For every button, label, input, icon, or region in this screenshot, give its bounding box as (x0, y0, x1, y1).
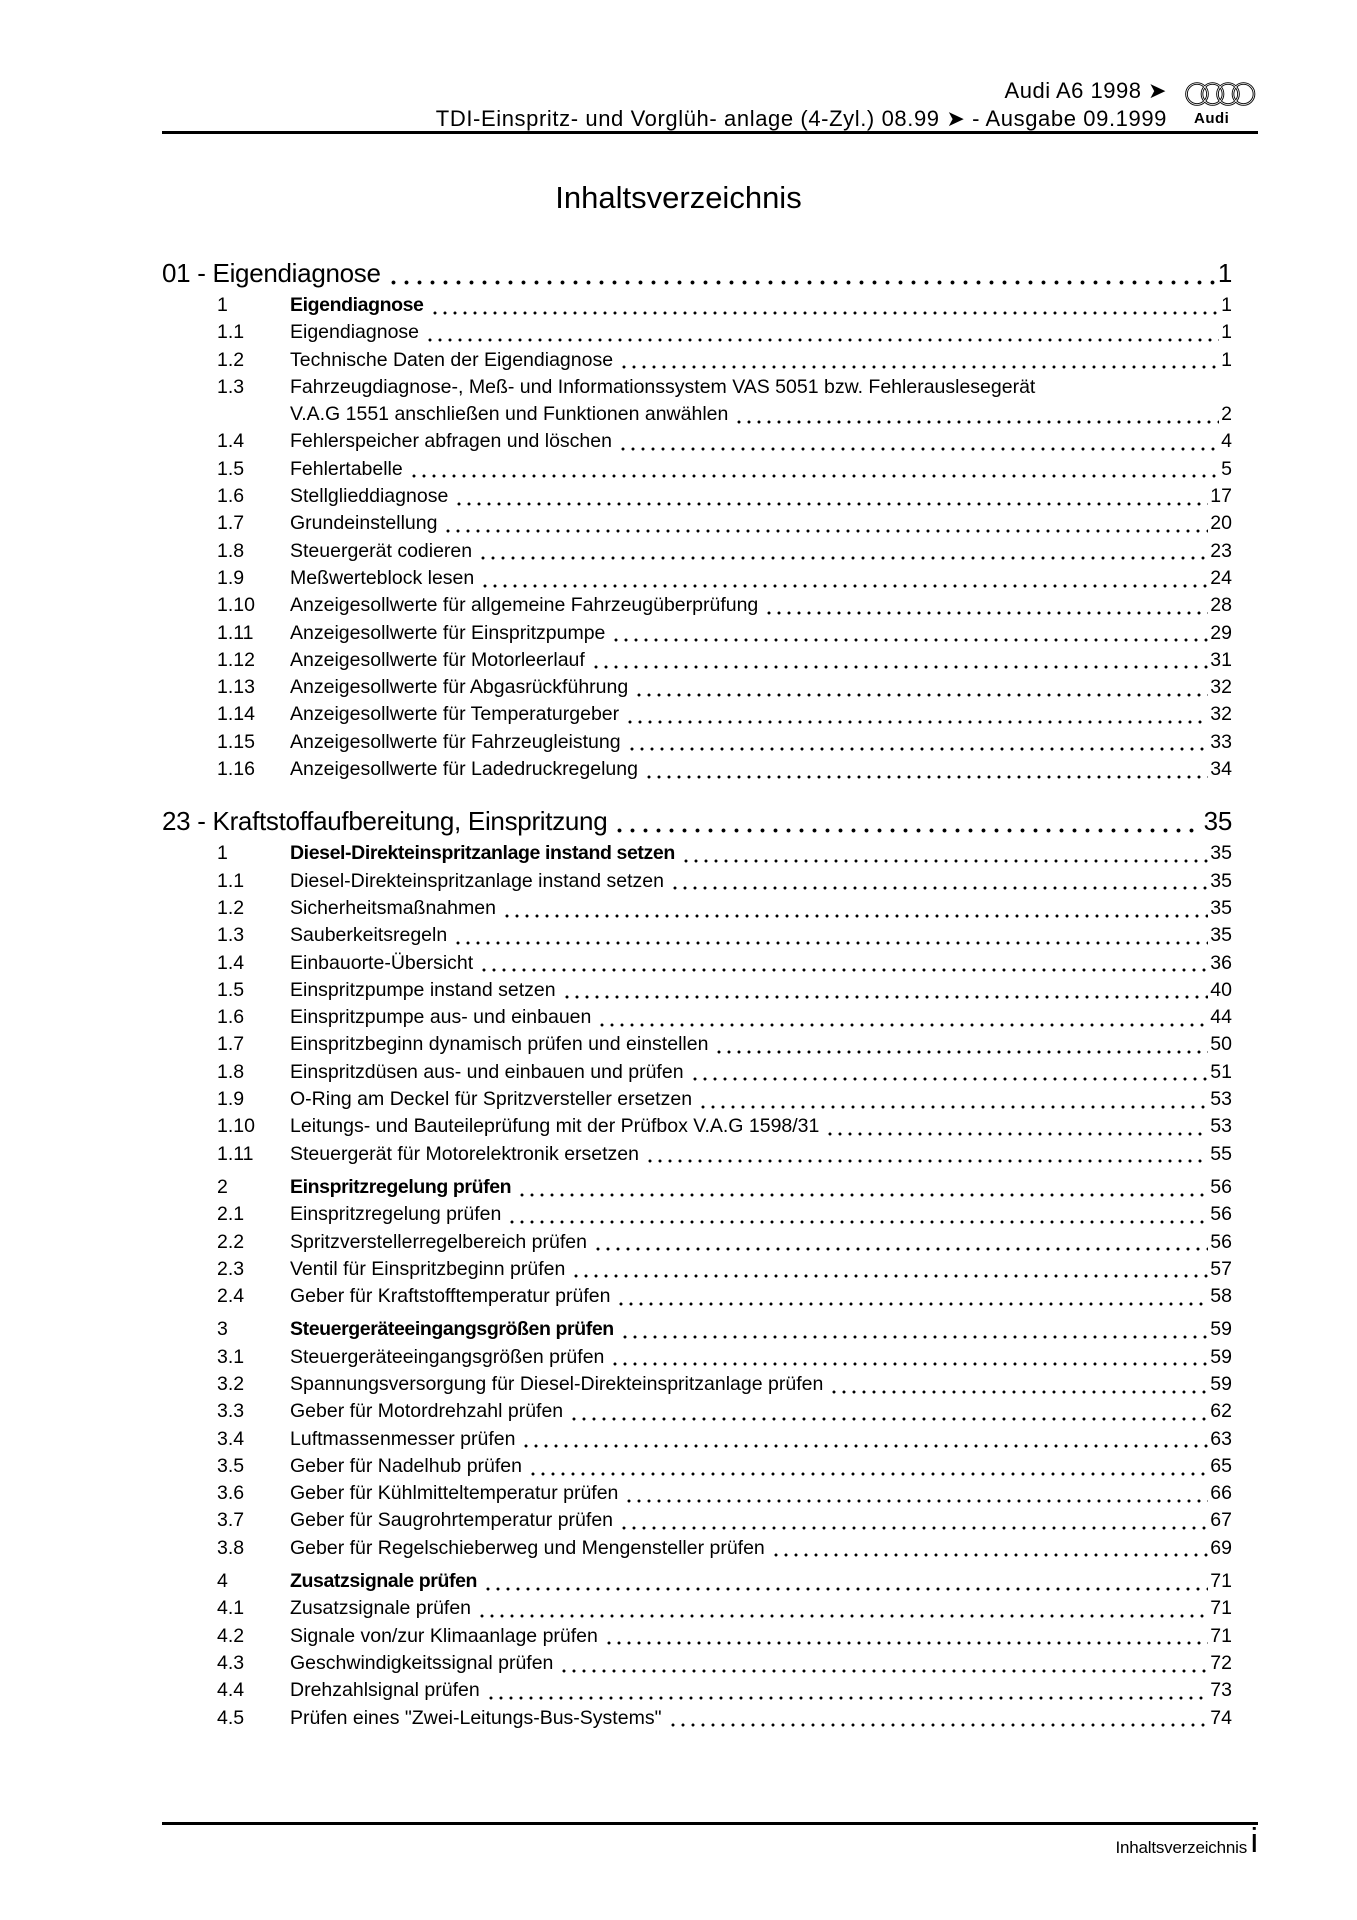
toc-entry[interactable] (162, 1141, 1232, 1168)
dot-leader (644, 756, 1208, 783)
entry-number: 3 (217, 1318, 228, 1341)
toc-entry[interactable] (162, 347, 1232, 374)
entry-title: Steuergerät für Motorelektronik ersetzen (290, 1142, 640, 1165)
entry-number: 1.16 (217, 758, 255, 781)
entry-page: 31 (1210, 648, 1232, 671)
entry-number: 1.5 (217, 457, 245, 480)
dot-leader (764, 592, 1208, 619)
entry-number: 1.4 (217, 430, 245, 453)
entry-page: 40 (1210, 978, 1232, 1001)
entry-title: Prüfen eines "Zwei-Leitungs-Bus-Systems" (290, 1706, 662, 1729)
chapter-heading[interactable] (162, 803, 1232, 840)
toc-entry[interactable] (162, 1398, 1232, 1425)
chapter-spacer (162, 783, 1232, 803)
entry-number: 1.4 (217, 951, 245, 974)
toc-entry[interactable] (162, 510, 1232, 537)
entry-page: 71 (1210, 1624, 1232, 1647)
entry-number: 1.7 (217, 1033, 245, 1056)
entry-page: 28 (1210, 594, 1232, 617)
dot-leader (430, 292, 1220, 319)
dot-leader (618, 428, 1219, 455)
entry-title: O-Ring am Deckel für Spritzversteller ersetzen (290, 1088, 693, 1111)
toc-entry[interactable] (162, 456, 1232, 483)
entry-number: 1.14 (217, 703, 255, 726)
dot-leader (453, 922, 1208, 949)
toc-entry[interactable] (162, 922, 1232, 949)
entry-title: Geber für Saugrohrtemperatur prüfen (290, 1509, 614, 1532)
entry-title: Eigendiagnose (290, 294, 424, 316)
dot-leader (507, 1201, 1208, 1228)
dot-leader (645, 1141, 1208, 1168)
dot-leader (425, 319, 1219, 346)
dot-leader (409, 456, 1219, 483)
dot-leader (486, 1677, 1209, 1704)
chapter-page: 35 (1203, 806, 1232, 837)
toc-entry[interactable] (162, 1568, 1232, 1595)
entry-title: Meßwerteblock lesen (290, 566, 475, 589)
entry-number: 3.1 (217, 1345, 245, 1368)
entry-number: 3.8 (217, 1536, 245, 1559)
entry-title: Geber für Kraftstofftemperatur prüfen (290, 1285, 611, 1308)
page-title: Inhaltsverzeichnis (555, 180, 802, 215)
entry-page: 35 (1210, 896, 1232, 919)
entry-title: Anzeigesollwerte für Motorleerlauf (290, 648, 585, 671)
entry-page: 71 (1210, 1570, 1232, 1593)
entry-title: Technische Daten der Eigendiagnose (290, 348, 614, 371)
entry-page: 51 (1210, 1060, 1232, 1083)
entry-title: Eigendiagnose (290, 321, 420, 344)
entry-page: 23 (1210, 539, 1232, 562)
entry-title: Diesel-Direkteinspritzanlage instand setzen (290, 869, 664, 892)
entry-line-1 (290, 374, 1232, 401)
entry-number: 4.4 (217, 1679, 245, 1702)
entry-page: 4 (1221, 430, 1232, 453)
toc-entry[interactable] (162, 1113, 1232, 1140)
entry-number: 1.15 (217, 730, 255, 753)
entry-number: 1.1 (217, 869, 245, 892)
entry-number: 1.1 (217, 321, 245, 344)
entry-title: Geber für Regelschieberweg und Mengensteller prüfen (290, 1536, 765, 1559)
toc-entry[interactable] (162, 1650, 1232, 1677)
toc-entry[interactable] (162, 756, 1232, 783)
entry-number: 3.3 (217, 1400, 245, 1423)
dot-leader (634, 674, 1208, 701)
dot-leader (502, 895, 1208, 922)
toc-entry[interactable] (162, 1201, 1232, 1228)
entry-number: 1.12 (217, 648, 255, 671)
dot-leader (597, 1004, 1208, 1031)
entry-page: 36 (1210, 951, 1232, 974)
dot-leader (616, 1283, 1208, 1310)
toc-entry[interactable] (162, 977, 1232, 1004)
dot-leader (829, 1371, 1208, 1398)
entry-number: 3.6 (217, 1482, 245, 1505)
entry-title: Fehlerspeicher abfragen und löschen (290, 430, 612, 453)
toc-entry[interactable] (162, 1595, 1232, 1622)
dot-leader (714, 1031, 1208, 1058)
dot-leader (624, 1480, 1208, 1507)
entry-title: Zusatzsignale prüfen (290, 1570, 478, 1593)
dot-leader (825, 1113, 1208, 1140)
entry-title: Einspritzregelung prüfen (290, 1175, 512, 1198)
entry-page: 5 (1221, 457, 1232, 480)
dot-leader (478, 538, 1208, 565)
entry-page: 66 (1210, 1482, 1232, 1505)
toc-entry[interactable] (162, 1535, 1232, 1562)
entry-title: Anzeigesollwerte für Temperaturgeber (290, 703, 620, 726)
entry-number: 1.3 (217, 375, 245, 398)
entry-number: 4.3 (217, 1651, 245, 1674)
entry-number: 3.7 (217, 1509, 245, 1532)
entry-number: 1.9 (217, 1088, 245, 1111)
toc-entry[interactable] (162, 1059, 1232, 1086)
dot-leader (571, 1256, 1208, 1283)
entry-page: 50 (1210, 1033, 1232, 1056)
entry-title: Grundeinstellung (290, 512, 438, 535)
dot-leader (443, 510, 1208, 537)
footer-rule (162, 1822, 1258, 1825)
toc-entry[interactable] (162, 620, 1232, 647)
dot-leader (387, 255, 1216, 292)
dot-leader (562, 977, 1209, 1004)
entry-title: Signale von/zur Klimaanlage prüfen (290, 1624, 598, 1647)
dot-leader (591, 647, 1208, 674)
toc-entry[interactable] (162, 701, 1232, 728)
dot-leader (698, 1086, 1208, 1113)
chapter-title: 01 - Eigendiagnose (162, 258, 381, 288)
entry-number: 1.6 (217, 1006, 245, 1029)
entry-page: 72 (1210, 1651, 1232, 1674)
dot-leader (619, 1507, 1208, 1534)
toc-entry[interactable] (162, 1256, 1232, 1283)
entry-number: 2.2 (217, 1230, 245, 1253)
dot-leader (619, 347, 1219, 374)
entry-page: 55 (1210, 1142, 1232, 1165)
entry-number: 1.5 (217, 978, 245, 1001)
toc-entry[interactable] (162, 538, 1232, 565)
entry-page: 34 (1210, 758, 1232, 781)
toc-entry[interactable] (162, 1004, 1232, 1031)
entry-page: 59 (1210, 1318, 1232, 1341)
entry-title: Einspritzregelung prüfen (290, 1203, 502, 1226)
dot-leader (604, 1623, 1208, 1650)
entry-title: Anzeigesollwerte für Abgasrückführung (290, 676, 629, 699)
entry-page: 17 (1210, 485, 1232, 508)
entry-page: 67 (1210, 1509, 1232, 1532)
entry-page: 29 (1210, 621, 1232, 644)
entry-title: Anzeigesollwerte für allgemeine Fahrzeugüberprüfung (290, 594, 759, 617)
dot-leader (611, 620, 1208, 647)
toc-entry[interactable] (162, 1174, 1232, 1201)
toc-entry[interactable] (162, 1677, 1232, 1704)
entry-title: Geber für Motordrehzahl prüfen (290, 1400, 564, 1423)
entry-line-2 (290, 401, 1232, 428)
entry-title: Geber für Nadelhub prüfen (290, 1454, 522, 1477)
entry-text-block (290, 374, 1232, 429)
entry-number: 1.11 (217, 1142, 254, 1165)
entry-page: 1 (1221, 294, 1232, 316)
entry-title: Steuergerät codieren (290, 539, 473, 562)
entry-number: 1.9 (217, 566, 245, 589)
dot-leader (681, 840, 1208, 867)
entry-title: Sicherheitsmaßnahmen (290, 896, 496, 919)
toc-entry[interactable] (162, 1316, 1232, 1343)
entry-title: Einspritzpumpe aus- und einbauen (290, 1006, 592, 1029)
toc-entry[interactable] (162, 428, 1232, 455)
entry-number: 3.5 (217, 1454, 245, 1477)
toc-entry[interactable] (162, 1283, 1232, 1310)
entry-title: Einspritzbeginn dynamisch prüfen und einstellen (290, 1033, 709, 1056)
dot-leader (483, 1568, 1208, 1595)
chapter-heading[interactable] (162, 255, 1232, 292)
toc-entry[interactable] (162, 319, 1232, 346)
entry-title-continued: V.A.G 1551 anschließen und Funktionen anwählen (290, 403, 729, 426)
entry-page: 59 (1210, 1345, 1232, 1368)
toc-entry[interactable] (162, 1086, 1232, 1113)
entry-title: Zusatzsignale prüfen (290, 1597, 472, 1620)
entry-number: 4.5 (217, 1706, 245, 1729)
dot-leader (668, 1705, 1209, 1732)
entry-number: 1.10 (217, 594, 255, 617)
entry-title: Sauberkeitsregeln (290, 924, 448, 947)
toc-entry[interactable] (162, 647, 1232, 674)
entry-page: 1 (1221, 348, 1232, 371)
dot-leader (454, 483, 1208, 510)
entry-number: 1.7 (217, 512, 245, 535)
toc-entry[interactable] (162, 1705, 1232, 1732)
entry-number: 2.1 (217, 1203, 245, 1226)
toc-entry[interactable] (162, 483, 1232, 510)
entry-number: 1.13 (217, 676, 255, 699)
entry-page: 32 (1210, 676, 1232, 699)
toc-entry[interactable] (162, 1623, 1232, 1650)
entry-title: Luftmassenmesser prüfen (290, 1427, 516, 1450)
entry-page: 73 (1210, 1679, 1232, 1702)
entry-number: 1.11 (217, 621, 254, 644)
entry-number: 2 (217, 1175, 228, 1198)
toc-entry[interactable] (162, 1426, 1232, 1453)
entry-page: 69 (1210, 1536, 1232, 1559)
dot-leader (479, 950, 1208, 977)
entry-page: 57 (1210, 1257, 1232, 1280)
entry-page: 71 (1210, 1597, 1232, 1620)
dot-leader (517, 1174, 1208, 1201)
dot-leader (521, 1426, 1208, 1453)
dot-leader (690, 1059, 1209, 1086)
entry-number: 1.10 (217, 1115, 255, 1138)
entry-number: 1.2 (217, 348, 245, 371)
entry-number: 2.4 (217, 1285, 245, 1308)
footer-label: Inhaltsverzeichnis (1115, 1838, 1247, 1857)
entry-title: Geber für Kühlmitteltemperatur prüfen (290, 1482, 619, 1505)
entry-number: 4 (217, 1570, 228, 1593)
entry-page: 74 (1210, 1706, 1232, 1729)
entry-title: Steuergeräteeingangsgrößen prüfen (290, 1345, 605, 1368)
toc-entry[interactable] (162, 1507, 1232, 1534)
toc-entry[interactable] (162, 729, 1232, 756)
toc-entry[interactable] (162, 1031, 1232, 1058)
dot-leader (620, 1316, 1209, 1343)
toc-entry[interactable] (162, 1229, 1232, 1256)
entry-title: Ventil für Einspritzbeginn prüfen (290, 1257, 566, 1280)
dot-leader (477, 1595, 1208, 1622)
entry-page: 2 (1221, 403, 1232, 426)
dot-leader (734, 401, 1219, 428)
entry-title: Steuergeräteeingangsgrößen prüfen (290, 1318, 614, 1341)
chapter-page: 1 (1217, 258, 1232, 288)
toc-entry[interactable] (162, 1480, 1232, 1507)
entry-page: 65 (1210, 1454, 1232, 1477)
entry-page: 32 (1210, 703, 1232, 726)
entry-page: 56 (1210, 1230, 1232, 1253)
entry-number: 4.2 (217, 1624, 245, 1647)
entry-page: 24 (1210, 566, 1232, 589)
dot-leader (528, 1453, 1208, 1480)
dot-leader (625, 701, 1208, 728)
toc-entry[interactable] (162, 1453, 1232, 1480)
entry-title: Einspritzpumpe instand setzen (290, 978, 556, 1001)
entry-number: 1.2 (217, 896, 245, 919)
entry-page: 56 (1210, 1203, 1232, 1226)
entry-title: Spannungsversorgung für Diesel-Direkteinspritzanlage prüfen (290, 1372, 824, 1395)
entry-title: Geschwindigkeitssignal prüfen (290, 1651, 554, 1674)
toc-entry[interactable] (162, 950, 1232, 977)
entry-title: Einbauorte-Übersicht (290, 951, 474, 974)
entry-number: 1.3 (217, 924, 245, 947)
toc-entry[interactable] (162, 374, 1232, 429)
toc-entry[interactable] (162, 840, 1232, 867)
entry-number: 2.3 (217, 1257, 245, 1280)
entry-page: 62 (1210, 1400, 1232, 1423)
audi-logo-text: Audi (1194, 110, 1230, 127)
header-rule (162, 131, 1258, 134)
entry-number: 1.6 (217, 485, 245, 508)
entry-title: Leitungs- und Bauteileprüfung mit der Prüfbox V.A.G 1598/31 (290, 1115, 820, 1138)
entry-number: 1 (217, 294, 228, 316)
entry-number: 1.8 (217, 539, 245, 562)
entry-page: 1 (1221, 321, 1232, 344)
toc-entry[interactable] (162, 1344, 1232, 1371)
entry-title: Einspritzdüsen aus- und einbauen und prüfen (290, 1060, 684, 1083)
entry-number: 1 (217, 842, 228, 865)
dot-leader (593, 1229, 1208, 1256)
toc-entry[interactable] (162, 895, 1232, 922)
entry-title: Spritzverstellerregelbereich prüfen (290, 1230, 587, 1253)
entry-title: Fehlertabelle (290, 457, 403, 480)
dot-leader (610, 1344, 1208, 1371)
entry-page: 58 (1210, 1285, 1232, 1308)
chapter-title: 23 - Kraftstoffaufbereitung, Einspritzung (162, 806, 608, 837)
entry-title: Anzeigesollwerte für Fahrzeugleistung (290, 730, 621, 753)
entry-page: 35 (1210, 924, 1232, 947)
entry-number: 4.1 (217, 1597, 245, 1620)
footer-page-number: i (1250, 1822, 1258, 1860)
dot-leader (613, 803, 1201, 840)
entry-page: 53 (1210, 1088, 1232, 1111)
entry-title: Fahrzeugdiagnose-, Meß- und Informationssystem VAS 5051 bzw. Fehlerauslesegerät (290, 375, 1036, 398)
entry-page: 59 (1210, 1372, 1232, 1395)
entry-title: Anzeigesollwerte für Einspritzpumpe (290, 621, 606, 644)
dot-leader (627, 729, 1209, 756)
entry-page: 63 (1210, 1427, 1232, 1450)
dot-leader (771, 1535, 1209, 1562)
entry-title: Anzeigesollwerte für Ladedruckregelung (290, 758, 638, 781)
dot-leader (670, 868, 1208, 895)
dot-leader (480, 565, 1208, 592)
entry-page: 53 (1210, 1115, 1232, 1138)
entry-title: Drehzahlsignal prüfen (290, 1679, 480, 1702)
toc-entry[interactable] (162, 592, 1232, 619)
entry-title: Diesel-Direkteinspritzanlage instand setzen (290, 842, 675, 865)
dot-leader (569, 1398, 1208, 1425)
entry-page: 44 (1210, 1006, 1232, 1029)
entry-page: 20 (1210, 512, 1232, 535)
dot-leader (559, 1650, 1208, 1677)
header-subtitle: TDI-Einspritz- und Vorglüh- anlage (4-Zyl.) 08.99 ➤ - Ausgabe 09.1999 (435, 106, 1167, 131)
entry-title: Stellglieddiagnose (290, 485, 449, 508)
audi-rings-logo (1184, 80, 1258, 108)
toc-entry[interactable] (162, 868, 1232, 895)
header-model: Audi A6 1998 ➤ (1004, 78, 1167, 103)
entry-page: 35 (1210, 869, 1232, 892)
entry-number: 3.2 (217, 1372, 245, 1395)
entry-number: 3.4 (217, 1427, 245, 1450)
toc-entry[interactable] (162, 565, 1232, 592)
table-of-contents (162, 255, 1232, 1732)
toc-entry[interactable] (162, 674, 1232, 701)
entry-number: 1.8 (217, 1060, 245, 1083)
entry-page: 35 (1210, 842, 1232, 865)
entry-page: 33 (1210, 730, 1232, 753)
toc-entry[interactable] (162, 1371, 1232, 1398)
entry-page: 56 (1210, 1175, 1232, 1198)
toc-entry[interactable] (162, 292, 1232, 319)
